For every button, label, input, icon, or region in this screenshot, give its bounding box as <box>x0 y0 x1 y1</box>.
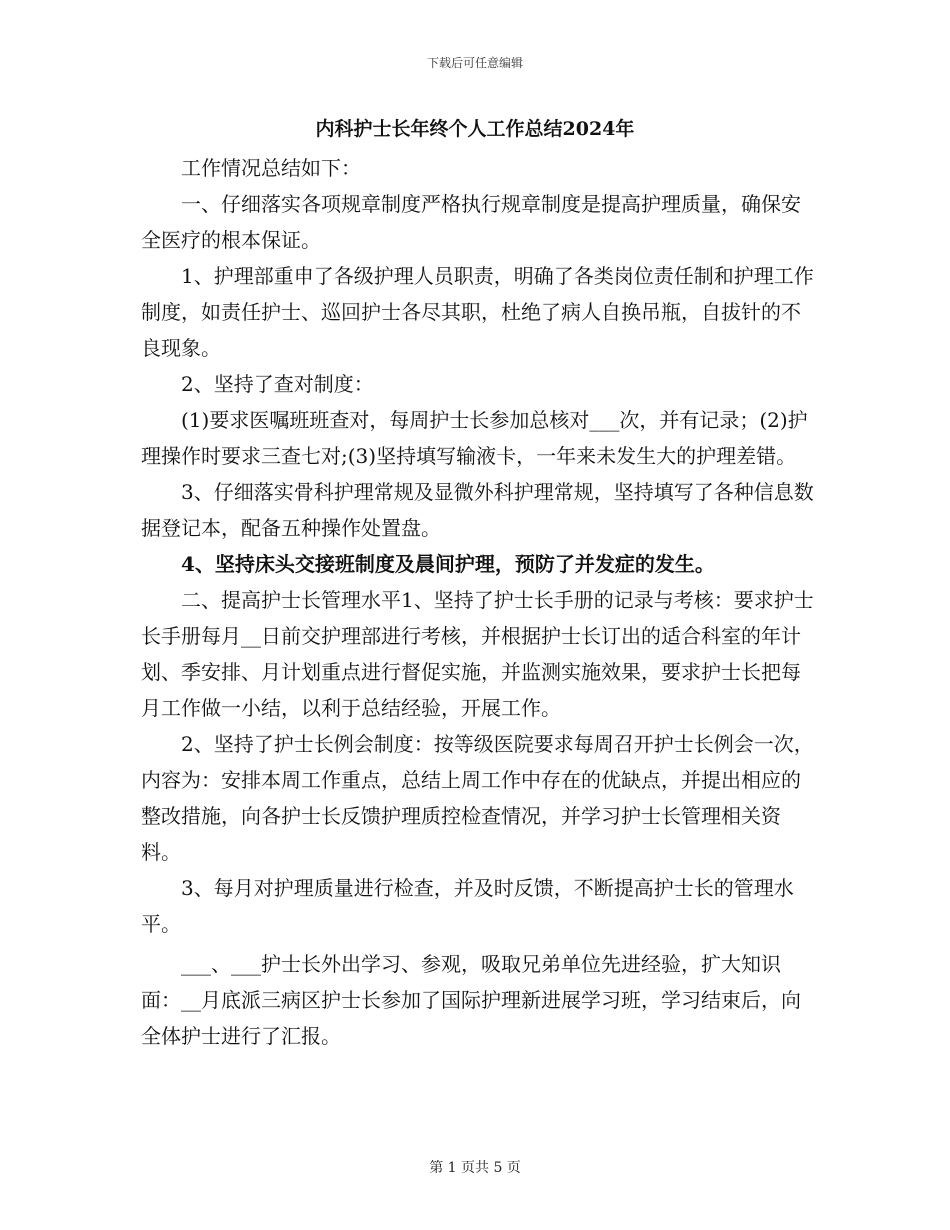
paragraph-item-1: 1、护理部重申了各级护理人员职责，明确了各类岗位责任制和护理工作制度，如责任护士、巡回护士各尽其职，杜绝了病人自换吊瓶，自拔针的不良现象。 <box>141 264 814 360</box>
paragraph-intro: 工作情况总结如下： <box>181 156 361 180</box>
paragraph-item-2-details: (1)要求医嘱班班查对，每周护士长参加总核对___次，并有记录；(2)护理操作时要求三查七对;(3)坚持填写输液卡，一年来未发生大的护理差错。 <box>141 408 808 468</box>
header-note: 下载后可任意编辑 <box>426 56 523 70</box>
document-title: 内科护士长年终个人工作总结2024年 <box>315 118 635 140</box>
paragraph-item-4: 4、坚持床头交接班制度及晨间护理，预防了并发症的发生。 <box>181 552 715 576</box>
paragraph-item-3: 3、仔细落实骨科护理常规及显微外科护理常规，坚持填写了各种信息数据登记本，配备五种操作处置盘。 <box>141 480 814 540</box>
paragraph-section-1: 一、仔细落实各项规章制度严格执行规章制度是提高护理质量，确保安全医疗的根本保证。 <box>141 192 801 252</box>
paragraph-study-visit: ___、___护士长外出学习、参观，吸取兄弟单位先进经验，扩大知识面：__月底派三病区护士长参加了国际护理新进展学习班，学习结束后，向全体护士进行了汇报。 <box>141 952 801 1048</box>
paragraph-section-2-item-2: 2、坚持了护士长例会制度：按等级医院要求每周召开护士长例会一次，内容为：安排本周工作重点，总结上周工作中存在的优缺点，并提出相应的整改措施，向各护士长反馈护理质控检查情况，并学习护士长管理相关资料。 <box>141 732 814 864</box>
page-footer: 第 1 页共 5 页 <box>429 1160 521 1176</box>
document-body <box>141 150 814 1054</box>
paragraph-section-2: 二、提高护士长管理水平1、坚持了护士长手册的记录与考核：要求护士长手册每月__日前交护理部进行考核，并根据护士长订出的适合科室的年计划、季安排、月计划重点进行督促实施，并监测实施效果，要求护士长把每月工作做一小结，以利于总结经验，开展工作。 <box>141 588 814 720</box>
paragraph-item-2: 2、坚持了查对制度： <box>181 372 374 396</box>
paragraph-section-2-item-3: 3、每月对护理质量进行检查，并及时反馈，不断提高护士长的管理水平。 <box>141 876 794 936</box>
